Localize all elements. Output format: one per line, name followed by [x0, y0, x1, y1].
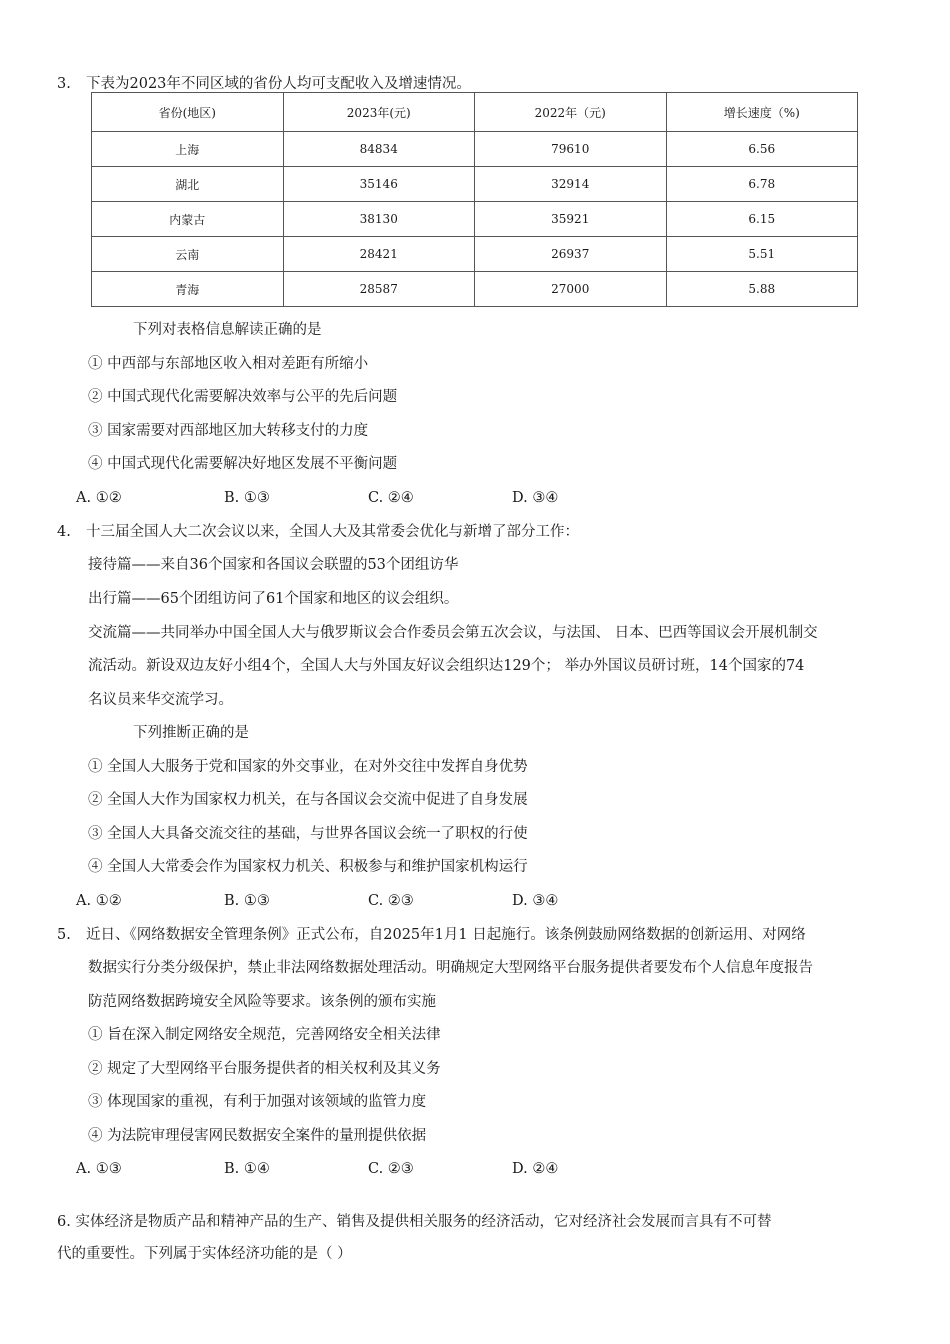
q4-line-3: 交流篇——共同举办中国全国人大与俄罗斯议会合作委员会第五次会议，与法国、 日本、巴西等国议会开展机制交	[88, 625, 818, 641]
q5-item-4: ④ 为法院审理侵害网民数据安全案件的量刑提供依据	[88, 1128, 427, 1144]
q4-line-2: 出行篇——65个团组访问了61个国家和地区的议会组织。	[88, 591, 459, 607]
option-d[interactable]: D. ②④	[512, 1161, 559, 1177]
q5-number: 5.	[57, 927, 71, 943]
option-c[interactable]: C. ②③	[368, 1161, 414, 1177]
q3-number: 3.	[57, 76, 71, 92]
q4-number: 4.	[57, 524, 71, 540]
table-cell: 28421	[283, 237, 475, 272]
table-row	[92, 132, 858, 167]
q5-line-2: 数据实行分类分级保护，禁止非法网络数据处理活动。明确规定大型网络平台服务提供者要发布个人信息年度报告	[88, 960, 813, 976]
q4-item-4: ④ 全国人大常委会作为国家权力机关、积极参与和维护国家机构运行	[88, 859, 528, 875]
q3-stem: 下表为2023年不同区域的省份人均可支配收入及增速情况。	[86, 76, 471, 92]
table-cell: 上海	[92, 132, 284, 167]
q5-item-2: ② 规定了大型网络平台服务提供者的相关权利及其义务	[88, 1061, 441, 1077]
table-cell: 26937	[475, 237, 667, 272]
table-cell: 79610	[475, 132, 667, 167]
table-header-cell: 增长速度（%)	[666, 93, 858, 132]
q5-line-1: 近日、《网络数据安全管理条例》正式公布，自2025年1月1 日起施行。该条例鼓励网络数据的创新运用、对网络	[86, 927, 806, 943]
q3-item-4: ④ 中国式现代化需要解决好地区发展不平衡问题	[88, 456, 398, 472]
table-row	[92, 237, 858, 272]
q4-prompt: 下列推断正确的是	[133, 725, 249, 741]
table-cell: 湖北	[92, 167, 284, 202]
table-header-cell: 省份(地区)	[92, 93, 284, 132]
q4-item-1: ① 全国人大服务于党和国家的外交事业，在对外交往中发挥自身优势	[88, 759, 528, 775]
option-c[interactable]: C. ②③	[368, 893, 414, 909]
q4-item-3: ③ 全国人大具备交流交往的基础，与世界各国议会统一了职权的行使	[88, 826, 528, 842]
q3-prompt: 下列对表格信息解读正确的是	[133, 322, 322, 338]
q4-line-5: 名议员来华交流学习。	[88, 692, 233, 708]
q3-item-2: ② 中国式现代化需要解决效率与公平的先后问题	[88, 389, 398, 405]
option-d[interactable]: D. ③④	[512, 893, 559, 909]
option-a[interactable]: A. ①②	[76, 490, 122, 506]
table-row	[92, 167, 858, 202]
table-cell: 6.56	[666, 132, 858, 167]
option-a[interactable]: A. ①③	[76, 1161, 122, 1177]
q4-item-2: ② 全国人大作为国家权力机关，在与各国议会交流中促进了自身发展	[88, 792, 528, 808]
table-cell: 32914	[475, 167, 667, 202]
table-cell: 84834	[283, 132, 475, 167]
table-cell: 6.15	[666, 202, 858, 237]
table-cell: 内蒙古	[92, 202, 284, 237]
q4-line-1: 接待篇——来自36个国家和各国议会联盟的53个团组访华	[88, 557, 459, 573]
table-cell: 5.51	[666, 237, 858, 272]
table-row	[92, 202, 858, 237]
income-table	[91, 92, 858, 307]
q5-line-3: 防范网络数据跨境安全风险等要求。该条例的颁布实施	[88, 994, 436, 1010]
option-c[interactable]: C. ②④	[368, 490, 414, 506]
table-header-row	[92, 93, 858, 132]
table-cell: 27000	[475, 272, 667, 307]
q3-item-1: ① 中西部与东部地区收入相对差距有所缩小	[88, 356, 369, 372]
option-b[interactable]: B. ①④	[224, 1161, 270, 1177]
table-cell: 35921	[475, 202, 667, 237]
q4-line-4: 流活动。新设双边友好小组4个，全国人大与外国友好议会组织达129个； 举办外国议员研讨班，14个国家的74	[88, 658, 805, 674]
option-a[interactable]: A. ①②	[76, 893, 122, 909]
option-d[interactable]: D. ③④	[512, 490, 559, 506]
table-cell: 云南	[92, 237, 284, 272]
table-header-cell: 2023年(元)	[283, 93, 475, 132]
table-cell: 38130	[283, 202, 475, 237]
q6-line-2: 代的重要性。下列属于实体经济功能的是（ ）	[57, 1246, 352, 1262]
q4-stem: 十三届全国人大二次会议以来，全国人大及其常委会优化与新增了部分工作：	[86, 524, 579, 540]
q5-item-1: ① 旨在深入制定网络安全规范，完善网络安全相关法律	[88, 1027, 441, 1043]
table-cell: 6.78	[666, 167, 858, 202]
table-cell: 5.88	[666, 272, 858, 307]
q6-line-1: 6. 实体经济是物质产品和精神产品的生产、销售及提供相关服务的经济活动，它对经济社会发展而言具有不可替	[57, 1214, 772, 1230]
option-b[interactable]: B. ①③	[224, 893, 270, 909]
option-b[interactable]: B. ①③	[224, 490, 270, 506]
table-cell: 28587	[283, 272, 475, 307]
table-cell: 青海	[92, 272, 284, 307]
q3-item-3: ③ 国家需要对西部地区加大转移支付的力度	[88, 423, 369, 439]
table-row	[92, 272, 858, 307]
table-cell: 35146	[283, 167, 475, 202]
q5-item-3: ③ 体现国家的重视，有利于加强对该领域的监管力度	[88, 1094, 427, 1110]
table-header-cell: 2022年（元)	[475, 93, 667, 132]
